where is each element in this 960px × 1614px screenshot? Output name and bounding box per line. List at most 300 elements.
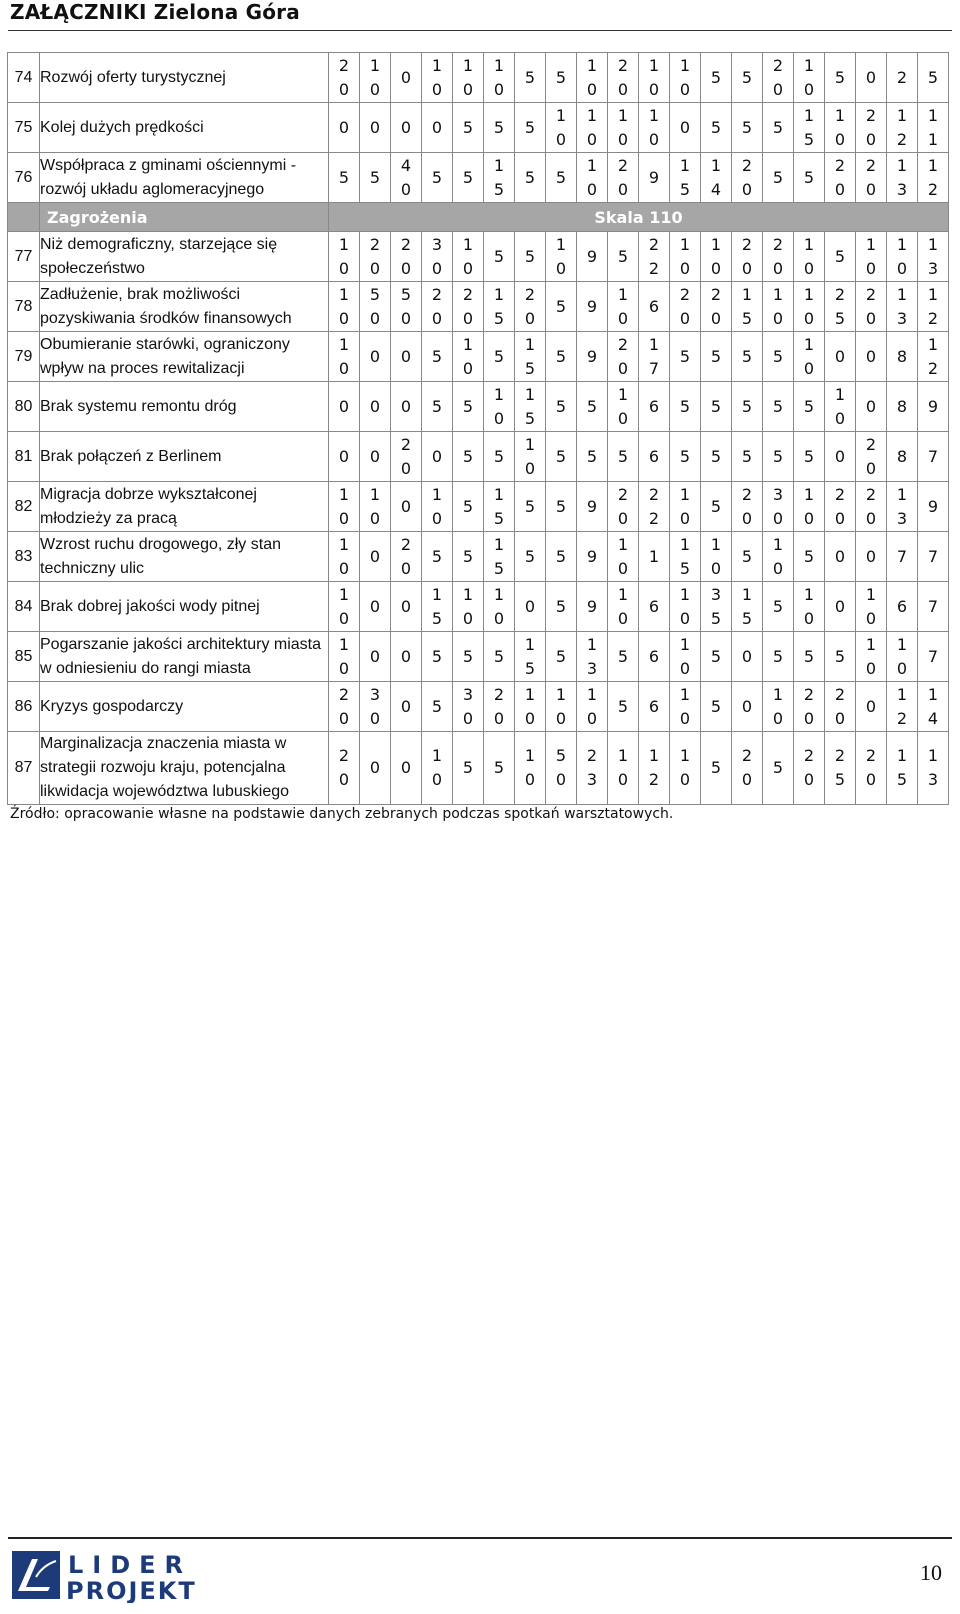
score-digit: 5 (803, 646, 815, 666)
score-cell (856, 282, 887, 332)
score-digit: 0 (338, 396, 350, 416)
score-digit: 0 (493, 408, 505, 428)
score-digit: 0 (369, 308, 381, 328)
score-digit: 0 (772, 79, 784, 99)
score-digit: 0 (431, 770, 443, 789)
score-digit: 1 (679, 484, 691, 504)
row-number: 79 (8, 332, 40, 382)
score-digit: 2 (927, 308, 939, 328)
score-digit: 0 (400, 67, 412, 87)
score-digit: 1 (896, 284, 908, 304)
score-digit: 0 (865, 67, 877, 87)
score-digit: 5 (462, 167, 474, 187)
score-digit: 5 (834, 308, 846, 328)
score-cell (608, 432, 639, 482)
score-digit: 0 (679, 258, 691, 278)
score-digit: 0 (617, 129, 629, 149)
score-digit: 2 (772, 55, 784, 75)
score-cell (360, 482, 391, 532)
score-digit: 5 (493, 308, 505, 328)
score-cell (484, 332, 515, 382)
score-digit: 0 (679, 508, 691, 528)
score-digit: 1 (586, 634, 598, 654)
score-digit: 5 (679, 446, 691, 466)
score-digit: 0 (462, 79, 474, 99)
score-digit: 1 (431, 55, 443, 75)
score-digit: 5 (741, 117, 753, 137)
score-digit: 2 (648, 508, 660, 528)
score-digit: 5 (462, 546, 474, 566)
score-digit: 0 (865, 546, 877, 566)
score-digit: 1 (369, 484, 381, 504)
score-digit: 3 (896, 179, 908, 199)
score-cell (794, 682, 825, 732)
score-cell (484, 53, 515, 103)
score-digit: 2 (462, 284, 474, 304)
table-row (8, 532, 949, 582)
score-cell (639, 682, 670, 732)
score-digit: 1 (648, 334, 660, 354)
score-cell (453, 382, 484, 432)
score-digit: 1 (927, 684, 939, 704)
score-digit: 2 (741, 746, 753, 765)
score-digit: 5 (710, 117, 722, 137)
score-cell (515, 682, 546, 732)
score-digit: 2 (617, 484, 629, 504)
score-cell (639, 153, 670, 203)
score-digit: 1 (555, 684, 567, 704)
score-cell (515, 482, 546, 532)
score-digit: 0 (803, 358, 815, 378)
score-digit: 1 (586, 684, 598, 704)
score-cell (577, 53, 608, 103)
score-digit: 5 (803, 167, 815, 187)
score-cell (391, 582, 422, 632)
score-cell (608, 382, 639, 432)
score-digit: 1 (617, 105, 629, 125)
score-cell (763, 53, 794, 103)
score-cell (639, 732, 670, 805)
score-cell (918, 732, 949, 805)
score-digit: 7 (927, 546, 939, 566)
score-digit: 0 (369, 546, 381, 566)
score-cell (794, 632, 825, 682)
score-digit: 0 (431, 258, 443, 278)
score-cell (391, 532, 422, 582)
score-digit: 5 (524, 658, 536, 678)
score-digit: 0 (462, 708, 474, 728)
score-cell (360, 682, 391, 732)
score-cell (360, 232, 391, 282)
score-cell (360, 732, 391, 805)
score-digit: 5 (834, 67, 846, 87)
score-cell (670, 682, 701, 732)
score-cell (608, 153, 639, 203)
score-cell (670, 103, 701, 153)
score-cell (484, 682, 515, 732)
score-digit: 1 (493, 284, 505, 304)
score-digit: 2 (617, 334, 629, 354)
score-cell (515, 382, 546, 432)
score-digit: 0 (710, 258, 722, 278)
score-cell (701, 282, 732, 332)
score-digit: 0 (896, 658, 908, 678)
score-digit: 8 (896, 446, 908, 466)
score-digit: 1 (524, 746, 536, 765)
score-digit: 9 (927, 496, 939, 516)
score-digit: 0 (679, 608, 691, 628)
score-digit: 0 (369, 758, 381, 777)
score-cell (484, 103, 515, 153)
score-cell (887, 332, 918, 382)
score-digit: 5 (741, 346, 753, 366)
score-digit: 2 (431, 284, 443, 304)
score-digit: 5 (586, 396, 598, 416)
score-cell (329, 632, 360, 682)
score-digit: 6 (648, 646, 660, 666)
score-digit: 1 (524, 384, 536, 404)
score-cell (608, 732, 639, 805)
score-digit: 0 (555, 708, 567, 728)
score-digit: 0 (803, 770, 815, 789)
score-digit: 1 (865, 634, 877, 654)
score-cell (422, 532, 453, 582)
score-cell (887, 482, 918, 532)
score-digit: 0 (493, 708, 505, 728)
score-cell (453, 732, 484, 805)
score-cell (484, 732, 515, 805)
score-digit: 0 (338, 308, 350, 328)
score-cell (484, 382, 515, 432)
score-digit: 0 (462, 358, 474, 378)
score-cell (608, 53, 639, 103)
score-digit: 0 (741, 646, 753, 666)
score-digit: 0 (338, 258, 350, 278)
score-cell (763, 732, 794, 805)
score-digit: 0 (338, 117, 350, 137)
table-row (8, 482, 949, 532)
score-digit: 1 (462, 584, 474, 604)
score-cell (825, 153, 856, 203)
score-cell (453, 232, 484, 282)
score-digit: 0 (834, 179, 846, 199)
score-digit: 1 (772, 684, 784, 704)
score-cell (763, 632, 794, 682)
score-cell (918, 232, 949, 282)
score-digit: 2 (400, 534, 412, 554)
score-digit: 7 (648, 358, 660, 378)
score-digit: 5 (834, 646, 846, 666)
score-cell (825, 103, 856, 153)
score-cell (577, 732, 608, 805)
score-digit: 1 (679, 534, 691, 554)
score-digit: 1 (927, 129, 939, 149)
row-label: Pogarszanie jakości architektury miasta w odniesieniu do rangi miasta (40, 632, 329, 682)
score-cell (918, 103, 949, 153)
score-digit: 5 (555, 446, 567, 466)
score-cell (608, 332, 639, 382)
score-cell (763, 103, 794, 153)
score-digit: 5 (679, 346, 691, 366)
score-digit: 5 (710, 346, 722, 366)
score-digit: 0 (369, 646, 381, 666)
score-digit: 1 (710, 234, 722, 254)
score-cell (639, 53, 670, 103)
score-digit: 0 (834, 546, 846, 566)
row-number: 74 (8, 53, 40, 103)
score-cell (732, 382, 763, 432)
score-cell (360, 632, 391, 682)
score-cell (670, 432, 701, 482)
score-cell (515, 103, 546, 153)
score-cell (887, 282, 918, 332)
score-digit: 1 (338, 634, 350, 654)
score-digit: 0 (803, 308, 815, 328)
score-cell (794, 282, 825, 332)
score-digit: 5 (710, 446, 722, 466)
score-digit: 6 (648, 296, 660, 316)
score-digit: 0 (803, 608, 815, 628)
score-cell (639, 282, 670, 332)
score-digit: 5 (493, 758, 505, 777)
score-cell (360, 153, 391, 203)
score-cell (329, 582, 360, 632)
score-cell (763, 482, 794, 532)
score-cell (701, 153, 732, 203)
score-cell (794, 103, 825, 153)
score-digit: 1 (617, 284, 629, 304)
score-cell (453, 332, 484, 382)
score-digit: 3 (710, 584, 722, 604)
score-cell (701, 682, 732, 732)
score-digit: 0 (865, 258, 877, 278)
score-cell (701, 53, 732, 103)
score-digit: 1 (524, 434, 536, 454)
score-digit: 1 (338, 284, 350, 304)
score-digit: 2 (524, 284, 536, 304)
score-digit: 0 (400, 758, 412, 777)
score-digit: 2 (648, 770, 660, 789)
score-digit: 5 (679, 179, 691, 199)
score-digit: 0 (493, 79, 505, 99)
score-digit: 0 (865, 696, 877, 716)
row-label: Kryzys gospodarczy (40, 682, 329, 732)
score-cell (329, 482, 360, 532)
score-cell (701, 582, 732, 632)
score-cell (732, 332, 763, 382)
header-divider (8, 30, 952, 31)
score-digit: 0 (834, 129, 846, 149)
score-digit: 0 (524, 458, 536, 478)
score-digit: 0 (865, 346, 877, 366)
score-cell (639, 632, 670, 682)
score-digit: 2 (741, 155, 753, 175)
score-digit: 2 (400, 234, 412, 254)
score-cell (422, 153, 453, 203)
score-cell (391, 382, 422, 432)
score-cell (360, 332, 391, 382)
score-digit: 1 (617, 584, 629, 604)
score-digit: 0 (400, 696, 412, 716)
score-digit: 2 (834, 484, 846, 504)
score-digit: 1 (803, 284, 815, 304)
score-cell (918, 682, 949, 732)
score-digit: 0 (803, 79, 815, 99)
page-number: 10 (920, 1560, 942, 1585)
score-digit: 2 (896, 708, 908, 728)
score-digit: 1 (493, 484, 505, 504)
score-digit: 1 (648, 746, 660, 765)
score-digit: 1 (927, 155, 939, 175)
score-cell (856, 103, 887, 153)
score-cell (856, 682, 887, 732)
score-digit: 5 (555, 496, 567, 516)
score-digit: 0 (369, 258, 381, 278)
row-label: Wzrost ruchu drogowego, zły stan techniczny ulic (40, 532, 329, 582)
score-cell (856, 732, 887, 805)
score-cell (453, 53, 484, 103)
score-cell (515, 582, 546, 632)
score-digit: 5 (803, 396, 815, 416)
score-digit: 9 (586, 296, 598, 316)
score-digit: 1 (462, 234, 474, 254)
score-digit: 1 (834, 384, 846, 404)
row-label: Współpraca z gminami ościennymi - rozwój układu aglomeracyjnego (40, 153, 329, 203)
score-digit: 1 (865, 584, 877, 604)
score-digit: 2 (741, 484, 753, 504)
score-cell (577, 682, 608, 732)
score-digit: 3 (586, 658, 598, 678)
score-digit: 5 (803, 546, 815, 566)
score-cell (546, 332, 577, 382)
score-digit: 1 (338, 484, 350, 504)
score-digit: 5 (555, 346, 567, 366)
score-cell (794, 432, 825, 482)
section-label: Zagrożenia (40, 203, 329, 232)
score-cell (577, 332, 608, 382)
score-digit: 1 (896, 105, 908, 125)
score-digit: 0 (369, 79, 381, 99)
table-body-opportunities (8, 53, 949, 203)
table-section-header (8, 203, 949, 232)
score-digit: 1 (679, 155, 691, 175)
logo-text-bottom: PROJEKT (66, 1577, 197, 1603)
score-digit: 5 (772, 596, 784, 616)
score-cell (422, 732, 453, 805)
score-digit: 5 (772, 167, 784, 187)
score-cell (732, 732, 763, 805)
score-cell (453, 282, 484, 332)
score-digit: 0 (679, 770, 691, 789)
score-digit: 2 (896, 129, 908, 149)
score-digit: 5 (710, 496, 722, 516)
score-digit: 0 (834, 408, 846, 428)
score-digit: 0 (338, 608, 350, 628)
score-cell (391, 232, 422, 282)
score-digit: 5 (524, 408, 536, 428)
score-cell (825, 432, 856, 482)
score-digit: 4 (927, 708, 939, 728)
score-digit: 5 (400, 284, 412, 304)
table-row (8, 632, 949, 682)
score-cell (825, 282, 856, 332)
score-cell (639, 382, 670, 432)
score-cell (856, 532, 887, 582)
score-cell (453, 532, 484, 582)
score-digit: 6 (648, 596, 660, 616)
score-digit: 5 (524, 546, 536, 566)
score-cell (856, 432, 887, 482)
score-cell (422, 682, 453, 732)
score-digit: 0 (586, 129, 598, 149)
score-digit: 3 (369, 684, 381, 704)
score-cell (732, 682, 763, 732)
score-cell (546, 382, 577, 432)
score-digit: 0 (431, 117, 443, 137)
score-cell (546, 682, 577, 732)
score-cell (763, 532, 794, 582)
score-cell (422, 482, 453, 532)
row-label: Zadłużenie, brak możliwości pozyskiwania środków finansowych (40, 282, 329, 332)
score-digit: 5 (927, 67, 939, 87)
score-digit: 7 (927, 646, 939, 666)
score-digit: 0 (338, 558, 350, 578)
score-cell (608, 232, 639, 282)
score-cell (763, 332, 794, 382)
score-digit: 1 (648, 105, 660, 125)
score-cell (763, 232, 794, 282)
score-digit: 5 (462, 496, 474, 516)
score-digit: 2 (400, 434, 412, 454)
score-digit: 2 (493, 684, 505, 704)
score-digit: 0 (679, 308, 691, 328)
score-digit: 0 (400, 496, 412, 516)
score-digit: 0 (865, 396, 877, 416)
score-cell (577, 482, 608, 532)
score-cell (360, 532, 391, 582)
score-digit: 5 (431, 646, 443, 666)
score-digit: 0 (617, 308, 629, 328)
score-cell (515, 632, 546, 682)
score-cell (856, 382, 887, 432)
score-digit: 1 (927, 284, 939, 304)
score-cell (701, 232, 732, 282)
score-digit: 1 (803, 105, 815, 125)
table-row (8, 682, 949, 732)
score-digit: 0 (834, 708, 846, 728)
score-digit: 0 (617, 358, 629, 378)
score-cell (670, 482, 701, 532)
score-cell (329, 432, 360, 482)
score-digit: 1 (803, 234, 815, 254)
score-digit: 0 (462, 608, 474, 628)
score-digit: 5 (741, 546, 753, 566)
score-digit: 0 (431, 508, 443, 528)
score-digit: 5 (524, 496, 536, 516)
score-digit: 7 (927, 596, 939, 616)
score-digit: 1 (741, 284, 753, 304)
score-digit: 5 (710, 608, 722, 628)
score-cell (825, 482, 856, 532)
score-cell (546, 53, 577, 103)
score-digit: 0 (741, 770, 753, 789)
score-digit: 1 (369, 55, 381, 75)
score-digit: 0 (369, 708, 381, 728)
score-digit: 9 (586, 546, 598, 566)
score-digit: 8 (896, 346, 908, 366)
score-cell (546, 532, 577, 582)
score-cell (825, 382, 856, 432)
